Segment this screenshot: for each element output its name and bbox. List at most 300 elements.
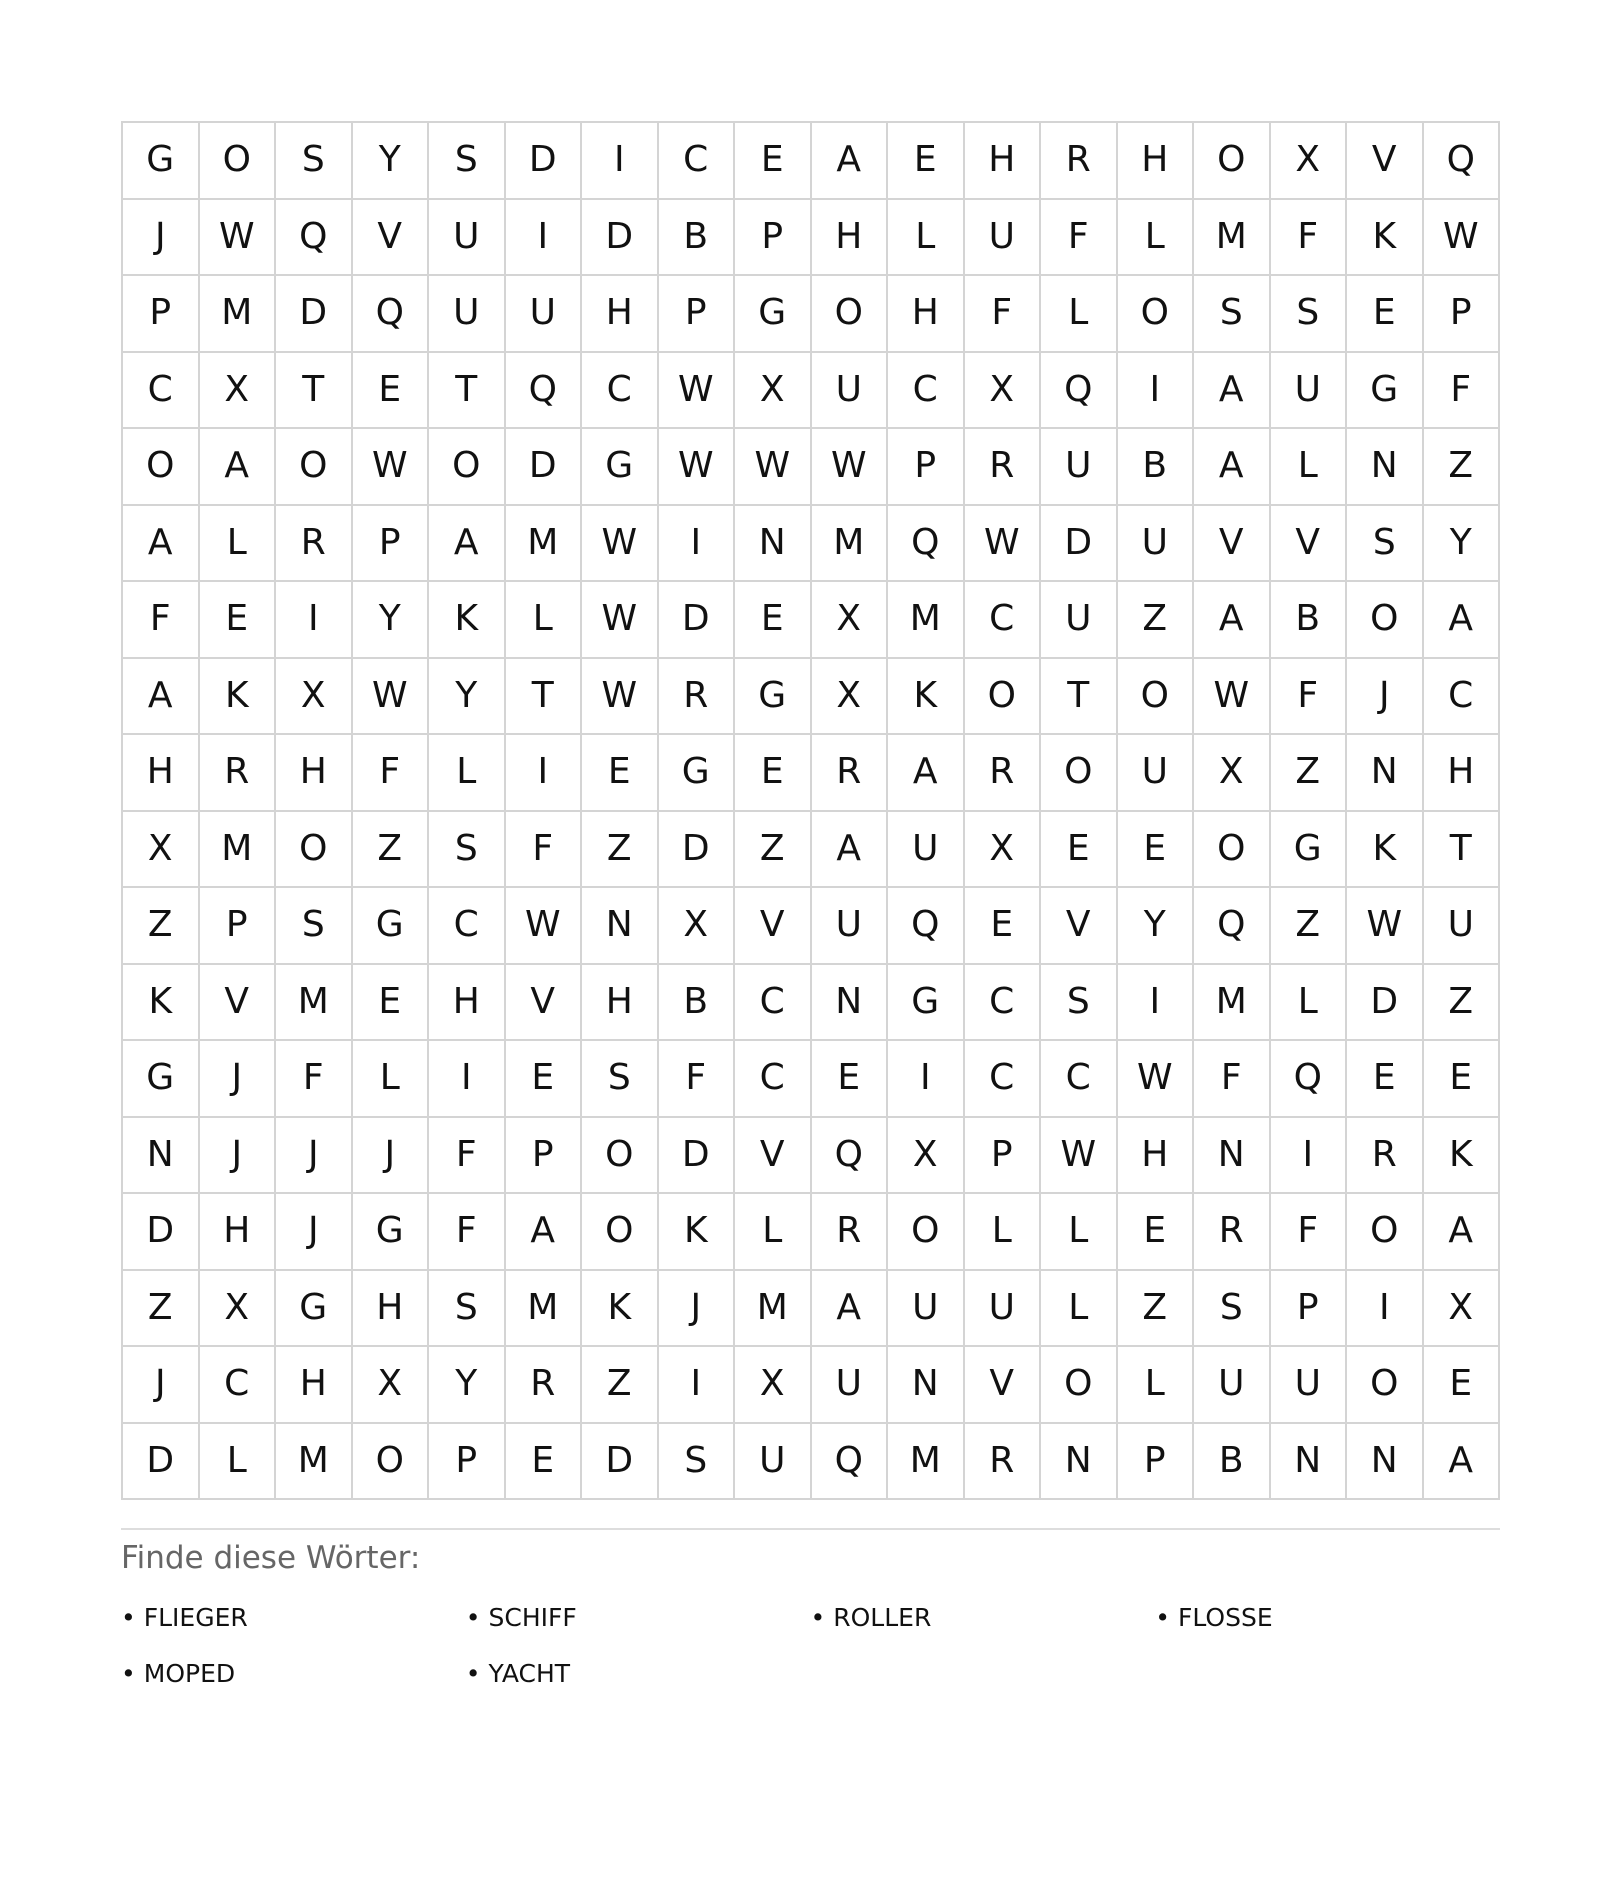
grid-cell[interactable]: D	[659, 1118, 736, 1195]
grid-cell[interactable]: Q	[1271, 1041, 1348, 1118]
grid-cell[interactable]: L	[200, 506, 277, 583]
grid-cell[interactable]: D	[506, 429, 583, 506]
grid-cell[interactable]: R	[506, 1347, 583, 1424]
grid-cell[interactable]: S	[1271, 276, 1348, 353]
grid-cell[interactable]: Z	[1118, 1271, 1195, 1348]
grid-cell[interactable]: W	[582, 659, 659, 736]
grid-cell[interactable]: P	[429, 1424, 506, 1501]
grid-cell[interactable]: K	[1424, 1118, 1501, 1195]
grid-cell[interactable]: J	[276, 1118, 353, 1195]
grid-cell[interactable]: R	[1347, 1118, 1424, 1195]
grid-cell[interactable]: N	[582, 888, 659, 965]
grid-cell[interactable]: H	[200, 1194, 277, 1271]
grid-cell[interactable]: E	[582, 735, 659, 812]
grid-cell[interactable]: P	[965, 1118, 1042, 1195]
grid-cell[interactable]: Q	[888, 506, 965, 583]
grid-cell[interactable]: Z	[123, 888, 200, 965]
grid-cell[interactable]: P	[888, 429, 965, 506]
grid-cell[interactable]: C	[659, 123, 736, 200]
grid-cell[interactable]: L	[353, 1041, 430, 1118]
grid-cell[interactable]: D	[123, 1424, 200, 1501]
grid-cell[interactable]: D	[582, 200, 659, 277]
grid-cell[interactable]: W	[1424, 200, 1501, 277]
grid-cell[interactable]: T	[506, 659, 583, 736]
grid-cell[interactable]: B	[1271, 582, 1348, 659]
grid-cell[interactable]: L	[1271, 429, 1348, 506]
grid-cell[interactable]: W	[965, 506, 1042, 583]
grid-cell[interactable]: R	[965, 735, 1042, 812]
grid-cell[interactable]: S	[659, 1424, 736, 1501]
grid-cell[interactable]: M	[200, 276, 277, 353]
grid-cell[interactable]: Z	[735, 812, 812, 889]
grid-cell[interactable]: X	[1271, 123, 1348, 200]
grid-cell[interactable]: G	[582, 429, 659, 506]
grid-cell[interactable]: F	[429, 1194, 506, 1271]
grid-cell[interactable]: Q	[812, 1118, 889, 1195]
grid-cell[interactable]: D	[506, 123, 583, 200]
grid-cell[interactable]: M	[735, 1271, 812, 1348]
grid-cell[interactable]: H	[276, 1347, 353, 1424]
grid-cell[interactable]: U	[965, 1271, 1042, 1348]
grid-cell[interactable]: U	[888, 812, 965, 889]
grid-cell[interactable]: I	[429, 1041, 506, 1118]
grid-cell[interactable]: L	[200, 1424, 277, 1501]
grid-cell[interactable]: B	[1194, 1424, 1271, 1501]
grid-cell[interactable]: P	[506, 1118, 583, 1195]
grid-cell[interactable]: L	[888, 200, 965, 277]
grid-cell[interactable]: S	[276, 888, 353, 965]
grid-cell[interactable]: R	[1041, 123, 1118, 200]
grid-cell[interactable]: L	[735, 1194, 812, 1271]
grid-cell[interactable]: W	[200, 200, 277, 277]
grid-cell[interactable]: R	[812, 735, 889, 812]
grid-cell[interactable]: F	[965, 276, 1042, 353]
grid-cell[interactable]: X	[888, 1118, 965, 1195]
grid-cell[interactable]: K	[1347, 812, 1424, 889]
grid-cell[interactable]: W	[582, 582, 659, 659]
grid-cell[interactable]: E	[1424, 1041, 1501, 1118]
grid-cell[interactable]: H	[1424, 735, 1501, 812]
grid-cell[interactable]: K	[659, 1194, 736, 1271]
grid-cell[interactable]: C	[429, 888, 506, 965]
grid-cell[interactable]: V	[200, 965, 277, 1042]
grid-cell[interactable]: A	[1194, 429, 1271, 506]
grid-cell[interactable]: O	[353, 1424, 430, 1501]
grid-cell[interactable]: E	[735, 735, 812, 812]
grid-cell[interactable]: I	[1118, 965, 1195, 1042]
grid-cell[interactable]: N	[123, 1118, 200, 1195]
grid-cell[interactable]: W	[1347, 888, 1424, 965]
grid-cell[interactable]: M	[276, 1424, 353, 1501]
grid-cell[interactable]: H	[1118, 1118, 1195, 1195]
grid-cell[interactable]: R	[965, 429, 1042, 506]
grid-cell[interactable]: F	[123, 582, 200, 659]
grid-cell[interactable]: O	[123, 429, 200, 506]
grid-cell[interactable]: Z	[1118, 582, 1195, 659]
grid-cell[interactable]: G	[276, 1271, 353, 1348]
grid-cell[interactable]: E	[200, 582, 277, 659]
grid-cell[interactable]: X	[1194, 735, 1271, 812]
grid-cell[interactable]: U	[812, 353, 889, 430]
grid-cell[interactable]: M	[812, 506, 889, 583]
grid-cell[interactable]: F	[276, 1041, 353, 1118]
grid-cell[interactable]: O	[1118, 276, 1195, 353]
grid-cell[interactable]: V	[735, 1118, 812, 1195]
grid-cell[interactable]: Y	[1424, 506, 1501, 583]
grid-cell[interactable]: X	[965, 353, 1042, 430]
grid-cell[interactable]: F	[1271, 1194, 1348, 1271]
grid-cell[interactable]: V	[1347, 123, 1424, 200]
grid-cell[interactable]: E	[1118, 1194, 1195, 1271]
grid-cell[interactable]: D	[1041, 506, 1118, 583]
grid-cell[interactable]: E	[735, 123, 812, 200]
grid-cell[interactable]: E	[506, 1041, 583, 1118]
grid-cell[interactable]: I	[1271, 1118, 1348, 1195]
grid-cell[interactable]: W	[353, 659, 430, 736]
grid-cell[interactable]: X	[1424, 1271, 1501, 1348]
grid-cell[interactable]: N	[888, 1347, 965, 1424]
grid-cell[interactable]: W	[506, 888, 583, 965]
grid-cell[interactable]: O	[582, 1118, 659, 1195]
grid-cell[interactable]: P	[353, 506, 430, 583]
grid-cell[interactable]: P	[200, 888, 277, 965]
grid-cell[interactable]: E	[506, 1424, 583, 1501]
grid-cell[interactable]: X	[200, 1271, 277, 1348]
grid-cell[interactable]: O	[1041, 1347, 1118, 1424]
grid-cell[interactable]: U	[812, 888, 889, 965]
grid-cell[interactable]: H	[123, 735, 200, 812]
grid-cell[interactable]: S	[429, 1271, 506, 1348]
grid-cell[interactable]: K	[123, 965, 200, 1042]
grid-cell[interactable]: U	[1118, 506, 1195, 583]
grid-cell[interactable]: F	[429, 1118, 506, 1195]
grid-cell[interactable]: M	[276, 965, 353, 1042]
grid-cell[interactable]: A	[812, 123, 889, 200]
grid-cell[interactable]: T	[1041, 659, 1118, 736]
grid-cell[interactable]: S	[582, 1041, 659, 1118]
grid-cell[interactable]: F	[1194, 1041, 1271, 1118]
grid-cell[interactable]: Q	[1041, 353, 1118, 430]
grid-cell[interactable]: O	[965, 659, 1042, 736]
grid-cell[interactable]: V	[1271, 506, 1348, 583]
grid-cell[interactable]: F	[1271, 200, 1348, 277]
grid-cell[interactable]: I	[582, 123, 659, 200]
grid-cell[interactable]: W	[735, 429, 812, 506]
grid-cell[interactable]: E	[1118, 812, 1195, 889]
grid-cell[interactable]: H	[1118, 123, 1195, 200]
grid-cell[interactable]: E	[735, 582, 812, 659]
grid-cell[interactable]: I	[506, 735, 583, 812]
grid-cell[interactable]: I	[659, 1347, 736, 1424]
grid-cell[interactable]: N	[1194, 1118, 1271, 1195]
grid-cell[interactable]: N	[1347, 735, 1424, 812]
grid-cell[interactable]: U	[1194, 1347, 1271, 1424]
grid-cell[interactable]: G	[735, 659, 812, 736]
grid-cell[interactable]: G	[353, 888, 430, 965]
grid-cell[interactable]: P	[1271, 1271, 1348, 1348]
grid-cell[interactable]: U	[1041, 582, 1118, 659]
grid-cell[interactable]: M	[506, 1271, 583, 1348]
grid-cell[interactable]: V	[506, 965, 583, 1042]
grid-cell[interactable]: G	[353, 1194, 430, 1271]
grid-cell[interactable]: F	[353, 735, 430, 812]
grid-cell[interactable]: Y	[353, 582, 430, 659]
grid-cell[interactable]: C	[965, 1041, 1042, 1118]
grid-cell[interactable]: G	[1271, 812, 1348, 889]
grid-cell[interactable]: U	[1118, 735, 1195, 812]
grid-cell[interactable]: Z	[1424, 965, 1501, 1042]
grid-cell[interactable]: N	[1347, 429, 1424, 506]
grid-cell[interactable]: H	[582, 276, 659, 353]
grid-cell[interactable]: T	[276, 353, 353, 430]
grid-cell[interactable]: C	[582, 353, 659, 430]
grid-cell[interactable]: E	[1424, 1347, 1501, 1424]
grid-cell[interactable]: H	[888, 276, 965, 353]
grid-cell[interactable]: P	[735, 200, 812, 277]
grid-cell[interactable]: J	[276, 1194, 353, 1271]
grid-cell[interactable]: R	[276, 506, 353, 583]
grid-cell[interactable]: G	[123, 123, 200, 200]
grid-cell[interactable]: E	[353, 353, 430, 430]
grid-cell[interactable]: N	[812, 965, 889, 1042]
grid-cell[interactable]: Q	[888, 888, 965, 965]
grid-cell[interactable]: L	[1271, 965, 1348, 1042]
grid-cell[interactable]: G	[1347, 353, 1424, 430]
grid-cell[interactable]: S	[429, 123, 506, 200]
grid-cell[interactable]: O	[276, 812, 353, 889]
grid-cell[interactable]: M	[1194, 200, 1271, 277]
grid-cell[interactable]: C	[735, 965, 812, 1042]
grid-cell[interactable]: H	[353, 1271, 430, 1348]
grid-cell[interactable]: V	[1041, 888, 1118, 965]
grid-cell[interactable]: Z	[582, 812, 659, 889]
grid-cell[interactable]: L	[965, 1194, 1042, 1271]
grid-cell[interactable]: V	[1194, 506, 1271, 583]
grid-cell[interactable]: E	[812, 1041, 889, 1118]
grid-cell[interactable]: M	[888, 1424, 965, 1501]
grid-cell[interactable]: E	[1347, 276, 1424, 353]
grid-cell[interactable]: Q	[1424, 123, 1501, 200]
grid-cell[interactable]: V	[965, 1347, 1042, 1424]
grid-cell[interactable]: U	[965, 200, 1042, 277]
grid-cell[interactable]: H	[429, 965, 506, 1042]
grid-cell[interactable]: M	[506, 506, 583, 583]
grid-cell[interactable]: B	[659, 200, 736, 277]
grid-cell[interactable]: E	[353, 965, 430, 1042]
grid-cell[interactable]: J	[1347, 659, 1424, 736]
grid-cell[interactable]: Z	[1271, 735, 1348, 812]
grid-cell[interactable]: N	[1041, 1424, 1118, 1501]
grid-cell[interactable]: O	[1194, 812, 1271, 889]
grid-cell[interactable]: I	[276, 582, 353, 659]
grid-cell[interactable]: W	[353, 429, 430, 506]
grid-cell[interactable]: A	[888, 735, 965, 812]
grid-cell[interactable]: O	[429, 429, 506, 506]
grid-cell[interactable]: C	[888, 353, 965, 430]
grid-cell[interactable]: I	[506, 200, 583, 277]
grid-cell[interactable]: C	[965, 965, 1042, 1042]
grid-cell[interactable]: C	[965, 582, 1042, 659]
grid-cell[interactable]: V	[735, 888, 812, 965]
grid-cell[interactable]: A	[1424, 582, 1501, 659]
grid-cell[interactable]: J	[200, 1041, 277, 1118]
grid-cell[interactable]: B	[659, 965, 736, 1042]
grid-cell[interactable]: R	[1194, 1194, 1271, 1271]
grid-cell[interactable]: Y	[429, 1347, 506, 1424]
grid-cell[interactable]: X	[276, 659, 353, 736]
grid-cell[interactable]: X	[965, 812, 1042, 889]
grid-cell[interactable]: A	[1424, 1194, 1501, 1271]
grid-cell[interactable]: O	[582, 1194, 659, 1271]
grid-cell[interactable]: G	[659, 735, 736, 812]
grid-cell[interactable]: N	[735, 506, 812, 583]
grid-cell[interactable]: J	[123, 1347, 200, 1424]
grid-cell[interactable]: U	[1041, 429, 1118, 506]
grid-cell[interactable]: L	[506, 582, 583, 659]
grid-cell[interactable]: A	[429, 506, 506, 583]
grid-cell[interactable]: H	[965, 123, 1042, 200]
grid-cell[interactable]: A	[1194, 353, 1271, 430]
grid-cell[interactable]: O	[1347, 582, 1424, 659]
grid-cell[interactable]: C	[1424, 659, 1501, 736]
grid-cell[interactable]: P	[1424, 276, 1501, 353]
grid-cell[interactable]: Z	[1271, 888, 1348, 965]
grid-cell[interactable]: L	[1118, 200, 1195, 277]
grid-cell[interactable]: A	[812, 1271, 889, 1348]
grid-cell[interactable]: H	[582, 965, 659, 1042]
grid-cell[interactable]: X	[735, 353, 812, 430]
grid-cell[interactable]: A	[123, 659, 200, 736]
grid-cell[interactable]: O	[812, 276, 889, 353]
grid-cell[interactable]: X	[812, 582, 889, 659]
grid-cell[interactable]: A	[123, 506, 200, 583]
grid-cell[interactable]: X	[659, 888, 736, 965]
grid-cell[interactable]: P	[123, 276, 200, 353]
grid-cell[interactable]: A	[1424, 1424, 1501, 1501]
grid-cell[interactable]: J	[200, 1118, 277, 1195]
grid-cell[interactable]: S	[276, 123, 353, 200]
grid-cell[interactable]: Q	[812, 1424, 889, 1501]
grid-cell[interactable]: C	[1041, 1041, 1118, 1118]
grid-cell[interactable]: Q	[1194, 888, 1271, 965]
grid-cell[interactable]: X	[353, 1347, 430, 1424]
grid-cell[interactable]: U	[429, 200, 506, 277]
grid-cell[interactable]: R	[659, 659, 736, 736]
grid-cell[interactable]: A	[812, 812, 889, 889]
grid-cell[interactable]: H	[276, 735, 353, 812]
grid-cell[interactable]: S	[1194, 276, 1271, 353]
grid-cell[interactable]: R	[965, 1424, 1042, 1501]
grid-cell[interactable]: U	[735, 1424, 812, 1501]
grid-cell[interactable]: D	[276, 276, 353, 353]
grid-cell[interactable]: X	[812, 659, 889, 736]
grid-cell[interactable]: O	[1041, 735, 1118, 812]
grid-cell[interactable]: G	[888, 965, 965, 1042]
grid-cell[interactable]: S	[1041, 965, 1118, 1042]
grid-cell[interactable]: L	[429, 735, 506, 812]
grid-cell[interactable]: J	[659, 1271, 736, 1348]
grid-cell[interactable]: D	[123, 1194, 200, 1271]
grid-cell[interactable]: I	[1118, 353, 1195, 430]
grid-cell[interactable]: Z	[582, 1347, 659, 1424]
grid-cell[interactable]: C	[200, 1347, 277, 1424]
grid-cell[interactable]: G	[735, 276, 812, 353]
grid-cell[interactable]: U	[812, 1347, 889, 1424]
grid-cell[interactable]: T	[1424, 812, 1501, 889]
grid-cell[interactable]: B	[1118, 429, 1195, 506]
grid-cell[interactable]: W	[1118, 1041, 1195, 1118]
grid-cell[interactable]: N	[1271, 1424, 1348, 1501]
grid-cell[interactable]: D	[659, 812, 736, 889]
grid-cell[interactable]: R	[200, 735, 277, 812]
grid-cell[interactable]: Z	[123, 1271, 200, 1348]
grid-cell[interactable]: W	[812, 429, 889, 506]
grid-cell[interactable]: X	[200, 353, 277, 430]
grid-cell[interactable]: R	[812, 1194, 889, 1271]
grid-cell[interactable]: M	[1194, 965, 1271, 1042]
grid-cell[interactable]: U	[429, 276, 506, 353]
grid-cell[interactable]: W	[582, 506, 659, 583]
grid-cell[interactable]: S	[1194, 1271, 1271, 1348]
grid-cell[interactable]: F	[1041, 200, 1118, 277]
grid-cell[interactable]: P	[659, 276, 736, 353]
grid-cell[interactable]: H	[812, 200, 889, 277]
grid-cell[interactable]: K	[582, 1271, 659, 1348]
grid-cell[interactable]: J	[353, 1118, 430, 1195]
grid-cell[interactable]: T	[429, 353, 506, 430]
grid-cell[interactable]: A	[1194, 582, 1271, 659]
grid-cell[interactable]: D	[582, 1424, 659, 1501]
grid-cell[interactable]: L	[1041, 276, 1118, 353]
grid-cell[interactable]: O	[888, 1194, 965, 1271]
grid-cell[interactable]: Z	[353, 812, 430, 889]
grid-cell[interactable]: X	[123, 812, 200, 889]
grid-cell[interactable]: U	[1424, 888, 1501, 965]
grid-cell[interactable]: C	[123, 353, 200, 430]
grid-cell[interactable]: D	[659, 582, 736, 659]
grid-cell[interactable]: Q	[506, 353, 583, 430]
grid-cell[interactable]: A	[200, 429, 277, 506]
grid-cell[interactable]: Q	[353, 276, 430, 353]
grid-cell[interactable]: O	[1118, 659, 1195, 736]
grid-cell[interactable]: K	[429, 582, 506, 659]
grid-cell[interactable]: Y	[353, 123, 430, 200]
grid-cell[interactable]: I	[888, 1041, 965, 1118]
grid-cell[interactable]: Q	[276, 200, 353, 277]
grid-cell[interactable]: O	[1194, 123, 1271, 200]
grid-cell[interactable]: K	[888, 659, 965, 736]
grid-cell[interactable]: S	[1347, 506, 1424, 583]
grid-cell[interactable]: V	[353, 200, 430, 277]
grid-cell[interactable]: A	[506, 1194, 583, 1271]
grid-cell[interactable]: E	[1041, 812, 1118, 889]
grid-cell[interactable]: P	[1118, 1424, 1195, 1501]
grid-cell[interactable]: F	[1271, 659, 1348, 736]
grid-cell[interactable]: J	[123, 200, 200, 277]
grid-cell[interactable]: U	[506, 276, 583, 353]
grid-cell[interactable]: O	[1347, 1194, 1424, 1271]
grid-cell[interactable]: F	[506, 812, 583, 889]
grid-cell[interactable]: W	[1041, 1118, 1118, 1195]
grid-cell[interactable]: Z	[1424, 429, 1501, 506]
grid-cell[interactable]: O	[276, 429, 353, 506]
grid-cell[interactable]: X	[735, 1347, 812, 1424]
grid-cell[interactable]: Y	[429, 659, 506, 736]
grid-cell[interactable]: S	[429, 812, 506, 889]
grid-cell[interactable]: L	[1041, 1271, 1118, 1348]
grid-cell[interactable]: L	[1041, 1194, 1118, 1271]
grid-cell[interactable]: M	[888, 582, 965, 659]
